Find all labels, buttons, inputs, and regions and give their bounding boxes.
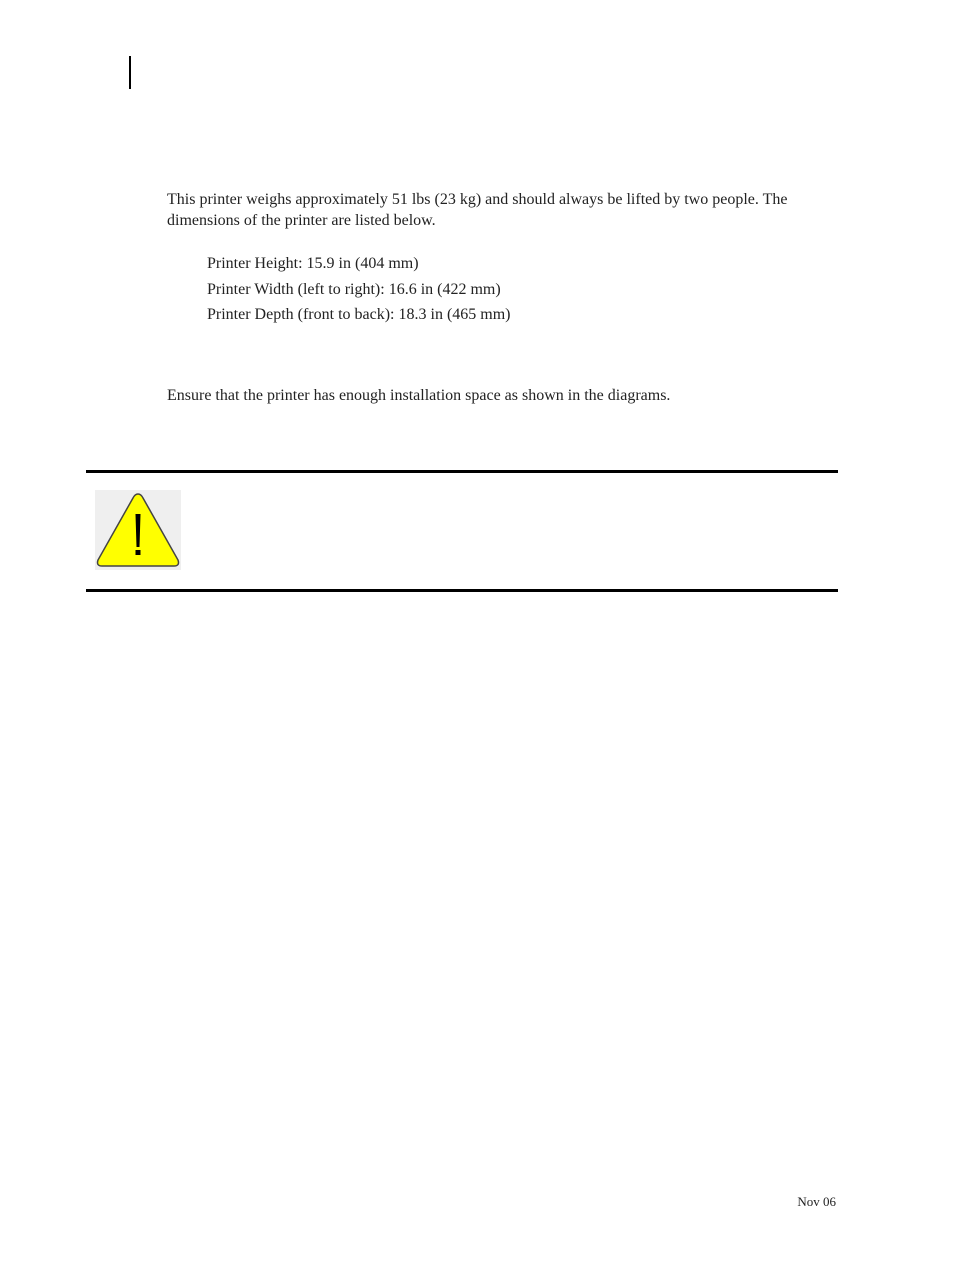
dimension-height: Printer Height: 15.9 in (404 mm) — [207, 255, 419, 272]
caution-top-rule — [86, 470, 838, 473]
dimensions-list — [207, 251, 511, 328]
footer-date: Nov 06 — [797, 1194, 836, 1209]
caution-bottom-rule — [86, 589, 838, 592]
installation-space-paragraph: Ensure that the printer has enough installation space as shown in the diagrams. — [167, 387, 671, 404]
caution-block — [95, 490, 181, 570]
weight-paragraph: This printer weighs approximately 51 lbs (23 kg) and should always be lifted by two people. The dimensions of the printer are listed below. — [167, 191, 788, 229]
dimension-width: Printer Width (left to right): 16.6 in (422 mm) — [207, 280, 501, 298]
change-bar — [129, 56, 131, 89]
warning-triangle-icon — [95, 490, 181, 570]
dimension-depth: Printer Depth (front to back): 18.3 in (465 mm) — [207, 306, 511, 323]
